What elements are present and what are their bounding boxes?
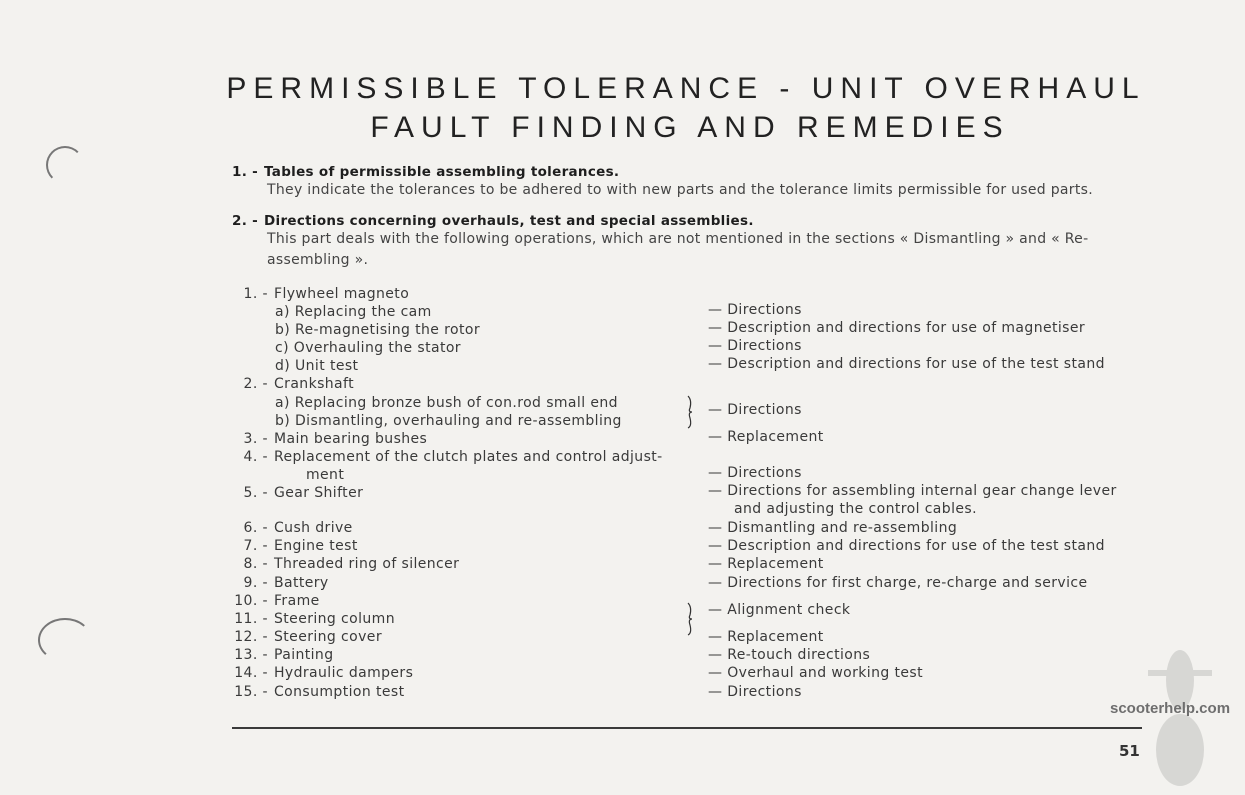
list-subitem: c) Overhauling the stator <box>275 340 461 356</box>
remedy-item: — Directions <box>708 465 802 481</box>
remedy-item: — Description and directions for use of magnetiser <box>708 320 1086 336</box>
remedy-item: and adjusting the control cables. <box>734 501 977 517</box>
remedy-item: — Directions <box>708 684 802 700</box>
page-title-line2: FAULT FINDING AND REMEDIES <box>370 111 1010 144</box>
list-item: 10. - Frame <box>234 593 320 609</box>
list-subitem: a) Replacing bronze bush of con.rod small end <box>275 395 618 411</box>
list-item: 13. - Painting <box>234 647 334 663</box>
binder-hole-icon <box>38 618 92 662</box>
section-2 <box>232 213 1142 271</box>
remedy-item: — Directions for assembling internal gear change lever <box>708 483 1117 499</box>
watermark-text: scooterhelp.com <box>1110 700 1231 717</box>
section-1 <box>232 164 1142 201</box>
page-title-line1: PERMISSIBLE TOLERANCE - UNIT OVERHAUL <box>226 72 1146 105</box>
list-subitem: b) Re-magnetising the rotor <box>275 322 480 338</box>
list-item: 12. - Steering cover <box>234 629 382 645</box>
list-item: 8. - Threaded ring of silencer <box>243 556 460 572</box>
section-body: They indicate the tolerances to be adhered to with new parts and the tolerance limits permissible for used parts. <box>267 182 1093 198</box>
remedy-item: — Directions for first charge, re-charge and service <box>708 575 1088 591</box>
remedy-item: — Description and directions for use of the test stand <box>708 538 1105 554</box>
remedy-item: — Re-touch directions <box>708 647 871 663</box>
remedy-item: — Directions <box>708 402 802 418</box>
remedy-item: — Replacement <box>708 629 824 645</box>
remedy-item: — Directions <box>708 338 802 354</box>
remedy-item: — Alignment check <box>708 602 851 618</box>
brace-icon <box>684 601 696 637</box>
list-subitem: d) Unit test <box>275 358 359 374</box>
list-subitem: a) Replacing the cam <box>275 304 432 320</box>
section-body: This part deals with the following operations, which are not mentioned in the sections « Dismantling » and « Re-assembling ». <box>267 231 1089 268</box>
binder-hole-icon <box>46 146 84 184</box>
section-number: 1. - <box>232 164 259 180</box>
list-subitem: b) Dismantling, overhauling and re-assembling <box>275 413 622 429</box>
remedy-item: — Overhaul and working test <box>708 665 923 681</box>
list-item: 11. - Steering column <box>234 611 395 627</box>
list-item: 1. - Flywheel magneto <box>243 286 410 302</box>
remedy-item: — Dismantling and re-assembling <box>708 520 958 536</box>
remedy-item: — Replacement <box>708 556 824 572</box>
remedy-item: — Description and directions for use of the test stand <box>708 356 1105 372</box>
list-item: 5. - Gear Shifter <box>243 485 364 501</box>
section-heading: Tables of permissible assembling tolerances. <box>264 164 620 180</box>
list-item: 6. - Cush drive <box>243 520 353 536</box>
list-item: 15. - Consumption test <box>234 684 405 700</box>
list-item: 14. - Hydraulic dampers <box>234 665 414 681</box>
list-item: 7. - Engine test <box>243 538 358 554</box>
section-heading: Directions concerning overhauls, test and special assemblies. <box>264 213 754 229</box>
list-item: 9. - Battery <box>243 575 329 591</box>
list-subitem: ment <box>306 467 345 483</box>
footer-rule <box>232 727 1142 729</box>
page-number: 51 <box>1119 742 1140 760</box>
list-item: 4. - Replacement of the clutch plates and control adjust- <box>243 449 663 465</box>
list-item: 3. - Main bearing bushes <box>243 431 428 447</box>
remedy-item: — Replacement <box>708 429 824 445</box>
section-number: 2. - <box>232 213 259 229</box>
list-item: 2. - Crankshaft <box>243 376 355 392</box>
brace-icon <box>684 394 696 430</box>
remedy-item: — Directions <box>708 302 802 318</box>
